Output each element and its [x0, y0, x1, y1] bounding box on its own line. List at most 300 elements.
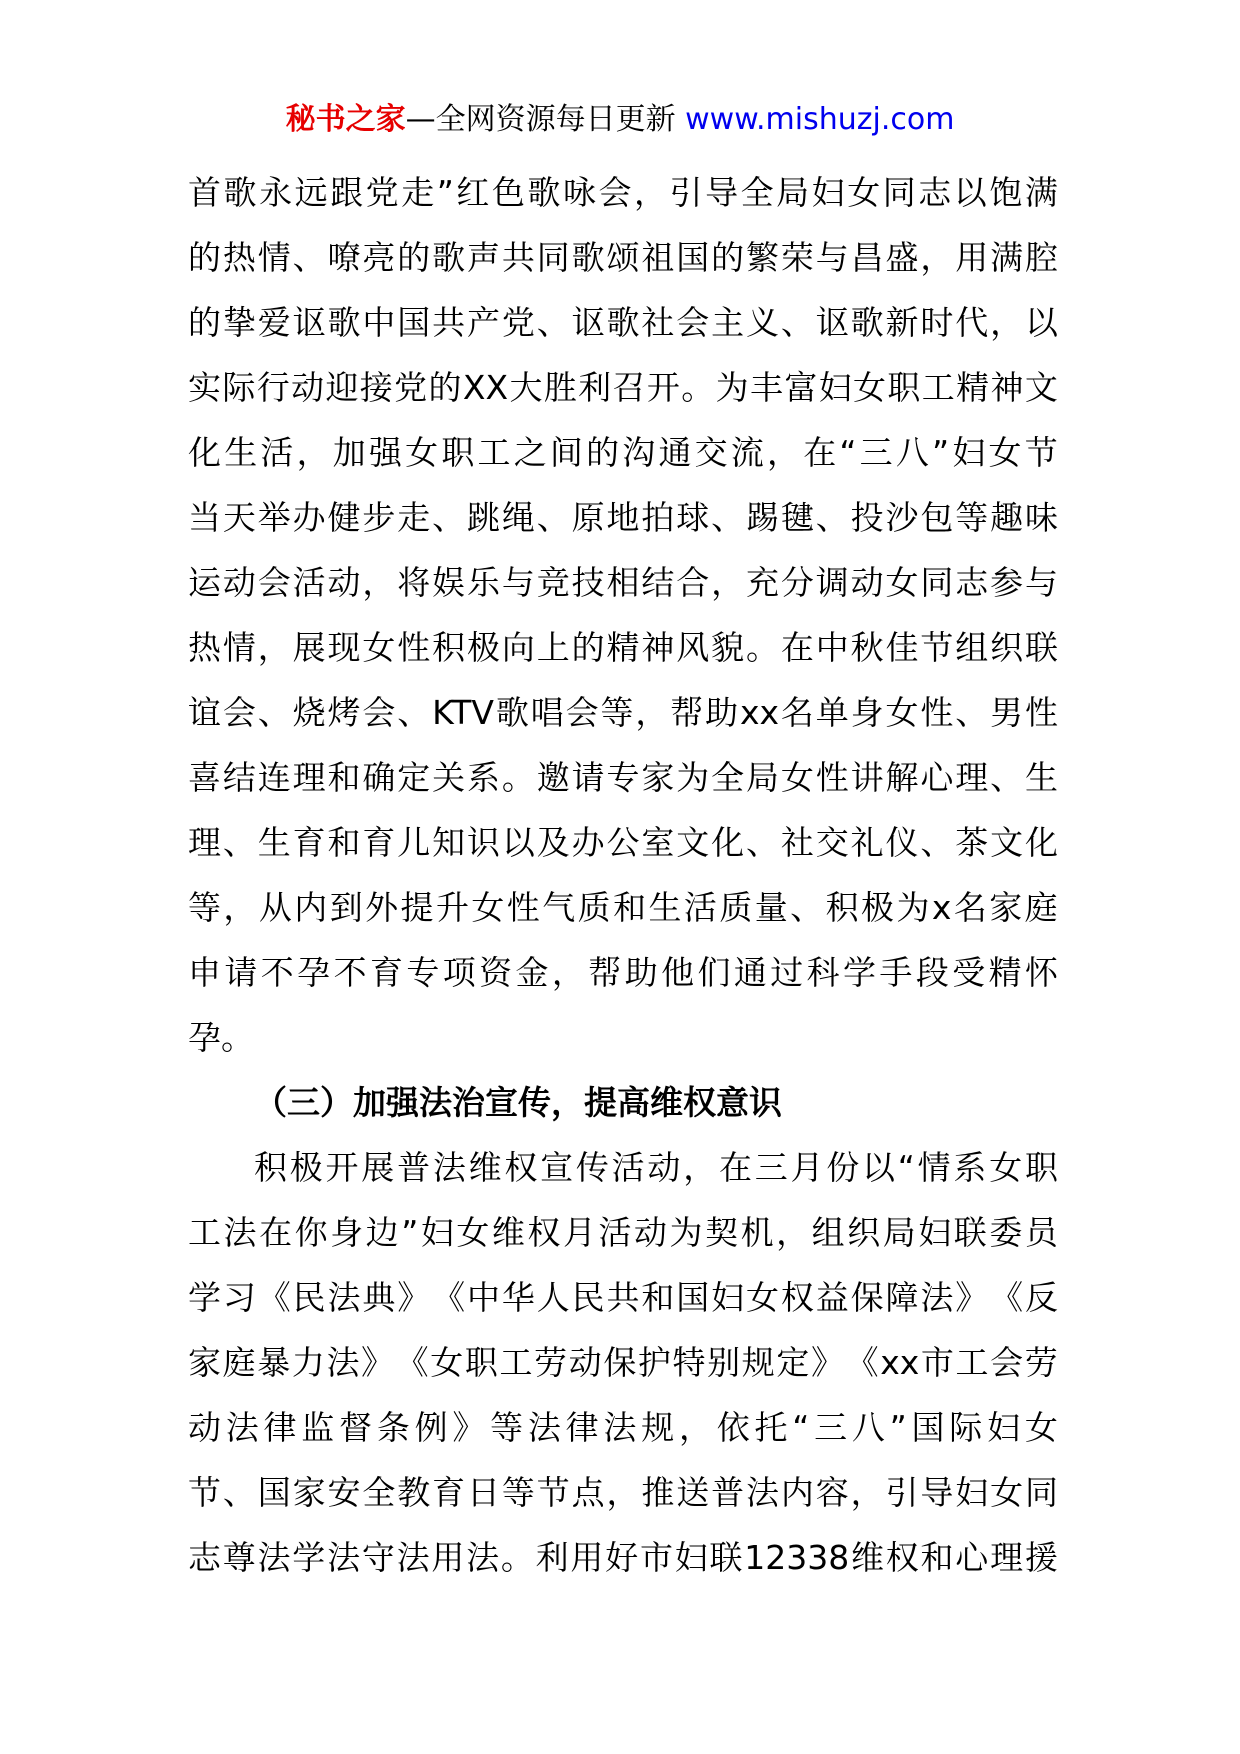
glyph: 走	[401, 173, 435, 212]
glyph: 主	[711, 303, 745, 342]
glyph: 心	[920, 758, 954, 797]
glyph: 、	[222, 1473, 256, 1512]
glyph: 间	[549, 433, 583, 472]
glyph: 工	[477, 433, 511, 472]
glyph: 确	[362, 758, 396, 797]
glyph: 丰	[749, 368, 783, 407]
glyph: 大	[509, 368, 543, 407]
glyph: 法	[223, 1213, 257, 1252]
glyph: 动	[647, 1148, 681, 1187]
glyph: ”	[889, 1408, 907, 1447]
glyph: 职	[1024, 1148, 1058, 1187]
glyph: 党	[501, 303, 535, 342]
glyph: 职	[441, 433, 475, 472]
glyph: 精	[988, 953, 1022, 992]
glyph: 跳	[467, 498, 500, 537]
glyph: 嘹	[327, 238, 361, 277]
glyph: 法	[466, 1538, 500, 1577]
glyph: 法	[327, 1538, 361, 1577]
glyph: 合	[676, 563, 710, 602]
glyph: 通	[733, 953, 767, 992]
glyph: x	[931, 888, 952, 927]
glyph: 生	[1025, 758, 1058, 797]
glyph: 、	[432, 498, 466, 537]
glyph: 法	[920, 1278, 954, 1317]
glyph: 量	[754, 888, 788, 927]
glyph: 、	[746, 823, 779, 862]
text-line	[188, 420, 1058, 485]
glyph: 庭	[1024, 888, 1058, 927]
glyph: 。	[501, 758, 535, 797]
glyph: 育	[432, 1473, 466, 1512]
glyph: 向	[501, 628, 535, 667]
glyph: 挚	[222, 303, 256, 342]
glyph: 产	[467, 303, 500, 342]
glyph: 地	[606, 498, 640, 537]
text-line	[188, 1200, 1058, 1265]
text-line	[188, 485, 1058, 550]
glyph: 资	[479, 953, 513, 992]
glyph: 活	[292, 563, 326, 602]
glyph: 声	[467, 238, 500, 277]
glyph: 系	[467, 758, 500, 797]
glyph: 生	[648, 888, 682, 927]
glyph: 分	[780, 563, 814, 602]
glyph: 讴	[571, 303, 605, 342]
glyph: 歌	[527, 173, 561, 212]
glyph: 情	[917, 1148, 951, 1187]
glyph: 精	[606, 628, 640, 667]
glyph: 女	[853, 368, 887, 407]
glyph: ，	[711, 563, 745, 602]
glyph: 职	[887, 368, 921, 407]
glyph: ，	[990, 303, 1024, 342]
glyph: 展	[292, 628, 326, 667]
glyph: 性	[920, 693, 954, 732]
text-line	[188, 160, 1058, 225]
glyph: 富	[784, 368, 818, 407]
glyph: 孕	[297, 953, 331, 992]
glyph: 律	[263, 1408, 297, 1447]
glyph: 的	[711, 238, 745, 277]
glyph: 爱	[257, 303, 291, 342]
glyph: 引	[669, 173, 703, 212]
glyph: 歌	[606, 303, 640, 342]
glyph: 的	[586, 433, 620, 472]
glyph: 理	[990, 1538, 1024, 1577]
glyph: 。	[681, 368, 715, 407]
glyph: 会	[676, 303, 710, 342]
glyph: 心	[955, 1538, 989, 1577]
glyph: 益	[815, 1278, 849, 1317]
glyph: 毽	[780, 498, 814, 537]
glyph: 三	[754, 1148, 788, 1187]
glyph: 办	[571, 823, 605, 862]
glyph: 劳	[1024, 1343, 1058, 1382]
glyph: 《	[395, 1343, 429, 1382]
glyph: 竞	[536, 563, 570, 602]
glyph: 新	[885, 303, 919, 342]
glyph: 们	[697, 953, 731, 992]
glyph: 歌	[850, 303, 884, 342]
glyph: 送	[676, 1473, 710, 1512]
glyph: 权	[527, 1213, 561, 1252]
glyph: 性	[506, 888, 540, 927]
glyph: 原	[571, 498, 605, 537]
glyph: 联	[1025, 628, 1058, 667]
glyph: 《	[845, 1343, 879, 1382]
glyph: KTV	[432, 693, 494, 732]
glyph: 妇	[987, 1408, 1021, 1447]
glyph: 局	[746, 758, 779, 797]
glyph: 活	[598, 1213, 632, 1252]
glyph: 妇	[955, 1473, 989, 1512]
glyph: 受	[952, 953, 986, 992]
glyph: “	[839, 433, 857, 472]
glyph: 在	[259, 1213, 293, 1252]
glyph: 妇	[918, 1213, 952, 1252]
text-line	[188, 745, 1058, 810]
glyph: 动	[850, 563, 884, 602]
glyph: 育	[292, 823, 326, 862]
glyph: 普	[711, 1473, 745, 1512]
glyph: 法	[327, 1278, 361, 1317]
glyph: 步	[362, 498, 396, 537]
section-heading: （三）加强法治宣传，提高维权意识	[254, 1083, 782, 1122]
glyph: 、	[955, 693, 989, 732]
glyph: 引	[885, 1473, 919, 1512]
glyph: 喜	[188, 758, 221, 797]
glyph: 家	[292, 1473, 326, 1512]
glyph: 亮	[362, 238, 396, 277]
glyph: 包	[920, 498, 954, 537]
glyph: 运	[188, 563, 221, 602]
glyph: 三	[859, 433, 893, 472]
glyph: 保	[603, 1343, 637, 1382]
glyph: 妇	[420, 1213, 454, 1252]
glyph: 女	[885, 563, 919, 602]
glyph: 工	[921, 368, 955, 407]
brand-name: 秘书之家	[285, 102, 406, 137]
glyph: 男	[990, 693, 1024, 732]
glyph: 别	[707, 1343, 741, 1382]
glyph: 《	[257, 1278, 291, 1317]
glyph: 法	[432, 1148, 466, 1187]
glyph: 《	[990, 1278, 1024, 1317]
glyph: 活	[683, 888, 717, 927]
glyph: 工	[188, 1213, 221, 1252]
glyph: 在	[718, 1148, 752, 1187]
glyph: 积	[825, 888, 859, 927]
glyph: 、	[780, 303, 814, 342]
glyph: 教	[397, 1473, 431, 1512]
glyph: 、	[990, 758, 1024, 797]
glyph: 结	[641, 563, 675, 602]
glyph: ，	[634, 173, 668, 212]
glyph: 育	[362, 823, 396, 862]
text-line	[188, 1265, 1058, 1330]
glyph: 权	[780, 1278, 814, 1317]
glyph: 际	[949, 1408, 983, 1447]
glyph: 社	[780, 823, 814, 862]
glyph: 儿	[397, 823, 431, 862]
glyph: 妇	[811, 173, 845, 212]
glyph: 讴	[815, 303, 849, 342]
glyph: 育	[369, 953, 403, 992]
glyph: 护	[637, 1343, 671, 1382]
glyph: 女	[780, 758, 814, 797]
glyph: 沙	[885, 498, 919, 537]
glyph: 用	[570, 1538, 604, 1577]
glyph: 宣	[540, 1148, 574, 1187]
glyph: 名	[953, 888, 987, 927]
glyph: 依	[716, 1408, 750, 1447]
glyph: 传	[575, 1148, 609, 1187]
glyph: ，	[551, 953, 585, 992]
glyph: 手	[879, 953, 913, 992]
glyph: 理	[188, 823, 221, 862]
glyph: 室	[641, 823, 675, 862]
glyph: 举	[257, 498, 291, 537]
glyph: 生	[257, 823, 291, 862]
glyph: ，	[362, 563, 396, 602]
glyph: ，	[223, 888, 257, 927]
glyph: 员	[1024, 1213, 1058, 1252]
glyph: 导	[705, 173, 739, 212]
glyph: 托	[754, 1408, 788, 1447]
text-line	[188, 355, 1058, 420]
glyph: 内	[780, 1473, 814, 1512]
glyph: 通	[658, 433, 692, 472]
glyph: 昌	[850, 238, 884, 277]
glyph: 交	[694, 433, 728, 472]
glyph: 沟	[622, 433, 656, 472]
glyph: 暴	[257, 1343, 291, 1382]
glyph: 以	[953, 173, 987, 212]
glyph: 及	[536, 823, 570, 862]
glyph: 利	[578, 368, 612, 407]
glyph: 、	[292, 238, 326, 277]
glyph: 人	[536, 1278, 570, 1317]
glyph: 为	[669, 1213, 703, 1252]
glyph: 志	[918, 173, 952, 212]
glyph: 维	[491, 1213, 525, 1252]
glyph: 颂	[606, 238, 640, 277]
glyph: 动	[222, 563, 256, 602]
glyph: 连	[257, 758, 291, 797]
glyph: 相	[606, 563, 640, 602]
glyph: 尊	[222, 1538, 256, 1577]
glyph: 维	[851, 1538, 884, 1577]
glyph: 八	[851, 1408, 885, 1447]
glyph: 守	[361, 1538, 395, 1577]
glyph: 天	[222, 498, 256, 537]
glyph: 国	[911, 1408, 945, 1447]
glyph: 会	[257, 563, 291, 602]
glyph: 同	[1025, 1473, 1058, 1512]
glyph: 身	[330, 1213, 364, 1252]
glyph: 升	[435, 888, 469, 927]
glyph: 邀	[536, 758, 570, 797]
glyph: 文	[676, 823, 710, 862]
glyph: 身	[850, 693, 884, 732]
glyph: 、	[790, 888, 824, 927]
glyph: 性	[397, 628, 431, 667]
text-line	[188, 940, 1058, 1005]
glyph: XX	[462, 368, 509, 407]
glyph: 胜	[543, 368, 577, 407]
glyph: 例	[414, 1408, 448, 1447]
glyph: 局	[882, 1213, 916, 1252]
text-line	[188, 225, 1058, 290]
glyph: 科	[806, 953, 840, 992]
glyph: 月	[562, 1213, 596, 1252]
glyph: 讲	[850, 758, 884, 797]
glyph: ，	[296, 433, 330, 472]
glyph: 妇	[711, 1278, 745, 1317]
glyph: 咏	[562, 173, 596, 212]
glyph: 民	[292, 1278, 326, 1317]
glyph: 共	[606, 1278, 640, 1317]
glyph: 到	[329, 888, 363, 927]
glyph: 委	[989, 1213, 1023, 1252]
glyph: 节	[188, 1473, 221, 1512]
glyph: 国	[397, 303, 431, 342]
glyph: 谊	[188, 693, 221, 732]
glyph: 饱	[989, 173, 1023, 212]
glyph: 活	[260, 433, 294, 472]
glyph: 化	[711, 823, 745, 862]
glyph: 为	[676, 758, 710, 797]
glyph: 民	[571, 1278, 605, 1317]
glyph: 普	[397, 1148, 431, 1187]
glyph: 点	[571, 1473, 605, 1512]
text-line	[188, 1525, 1058, 1590]
glyph: 名	[780, 693, 814, 732]
glyph: 歌	[327, 303, 361, 342]
glyph: 歌	[571, 238, 605, 277]
glyph: 行	[256, 368, 290, 407]
glyph: 极	[467, 628, 500, 667]
glyph: 积	[432, 628, 466, 667]
glyph: ”	[932, 433, 950, 472]
glyph: 机	[740, 1213, 774, 1252]
glyph: 结	[222, 758, 256, 797]
glyph: 永	[259, 173, 293, 212]
glyph: 特	[672, 1343, 706, 1382]
glyph: 的	[397, 238, 431, 277]
site-header	[0, 98, 1240, 142]
glyph: 女	[362, 628, 396, 667]
glyph: 女	[1024, 1408, 1058, 1447]
glyph: 共	[501, 238, 535, 277]
glyph: 庭	[222, 1343, 256, 1382]
glyph: 性	[1025, 693, 1058, 732]
glyph: 和	[613, 888, 647, 927]
glyph: 》	[361, 1343, 395, 1382]
glyph: 等	[490, 1408, 524, 1447]
glyph: 的	[571, 628, 605, 667]
glyph: 组	[811, 1213, 845, 1252]
glyph: 的	[188, 303, 221, 342]
glyph: 法	[326, 1343, 360, 1382]
glyph: 化	[1025, 823, 1058, 862]
glyph: 月	[790, 1148, 824, 1187]
glyph: 之	[513, 433, 547, 472]
text-line	[188, 550, 1058, 615]
glyph: 质	[577, 888, 611, 927]
glyph: 、	[222, 823, 256, 862]
glyph: 性	[815, 758, 849, 797]
glyph: 参	[990, 563, 1024, 602]
glyph: ”	[401, 1213, 419, 1252]
glyph: ，	[683, 1148, 717, 1187]
glyph: 加	[332, 433, 366, 472]
text-line	[188, 290, 1058, 355]
glyph: 共	[432, 303, 466, 342]
header-tagline: —全网资源每日更新	[405, 102, 676, 137]
glyph: 节	[1024, 433, 1058, 472]
glyph: 导	[920, 1473, 954, 1512]
glyph: 同	[920, 563, 954, 602]
glyph: 歌	[223, 173, 257, 212]
glyph: 家	[641, 758, 675, 797]
glyph: 规	[641, 1408, 675, 1447]
glyph: 球	[676, 498, 710, 537]
glyph: 秋	[850, 628, 884, 667]
glyph: 专	[406, 953, 440, 992]
glyph: 女	[847, 173, 881, 212]
glyph: 展	[361, 1148, 395, 1187]
glyph: 市	[639, 1538, 673, 1577]
glyph: 时	[920, 303, 954, 342]
glyph: 神	[990, 368, 1024, 407]
glyph: 法	[257, 1538, 291, 1577]
glyph: 强	[368, 433, 402, 472]
glyph: 助	[624, 953, 658, 992]
glyph: 化	[188, 433, 221, 472]
glyph: 极	[289, 1148, 323, 1187]
glyph: 趣	[990, 498, 1024, 537]
glyph: 监	[301, 1408, 335, 1447]
site-url-link[interactable]: www.mishuzj.com	[685, 102, 955, 137]
glyph: 容	[815, 1473, 849, 1512]
glyph: 知	[432, 823, 466, 862]
glyph: 定	[776, 1343, 810, 1382]
glyph: 节	[536, 1473, 570, 1512]
glyph: 迎	[325, 368, 359, 407]
glyph: 联	[953, 1213, 987, 1252]
glyph: 与	[1025, 563, 1058, 602]
glyph: 以	[862, 1148, 896, 1187]
glyph: 中	[467, 1278, 500, 1317]
glyph: 活	[611, 1148, 645, 1187]
glyph: 精	[956, 368, 990, 407]
glyph: ，	[678, 1408, 712, 1447]
glyph: 女	[746, 1278, 779, 1317]
glyph: 公	[606, 823, 640, 862]
glyph: 中	[362, 303, 396, 342]
glyph: 歌	[432, 238, 466, 277]
glyph: 《	[432, 1278, 466, 1317]
glyph: 全	[740, 173, 774, 212]
glyph: 推	[641, 1473, 675, 1512]
glyph: 动	[291, 368, 325, 407]
glyph: 日	[467, 1473, 500, 1512]
glyph: 女	[430, 1343, 464, 1382]
glyph: 系	[953, 1148, 987, 1187]
glyph: 调	[815, 563, 849, 602]
